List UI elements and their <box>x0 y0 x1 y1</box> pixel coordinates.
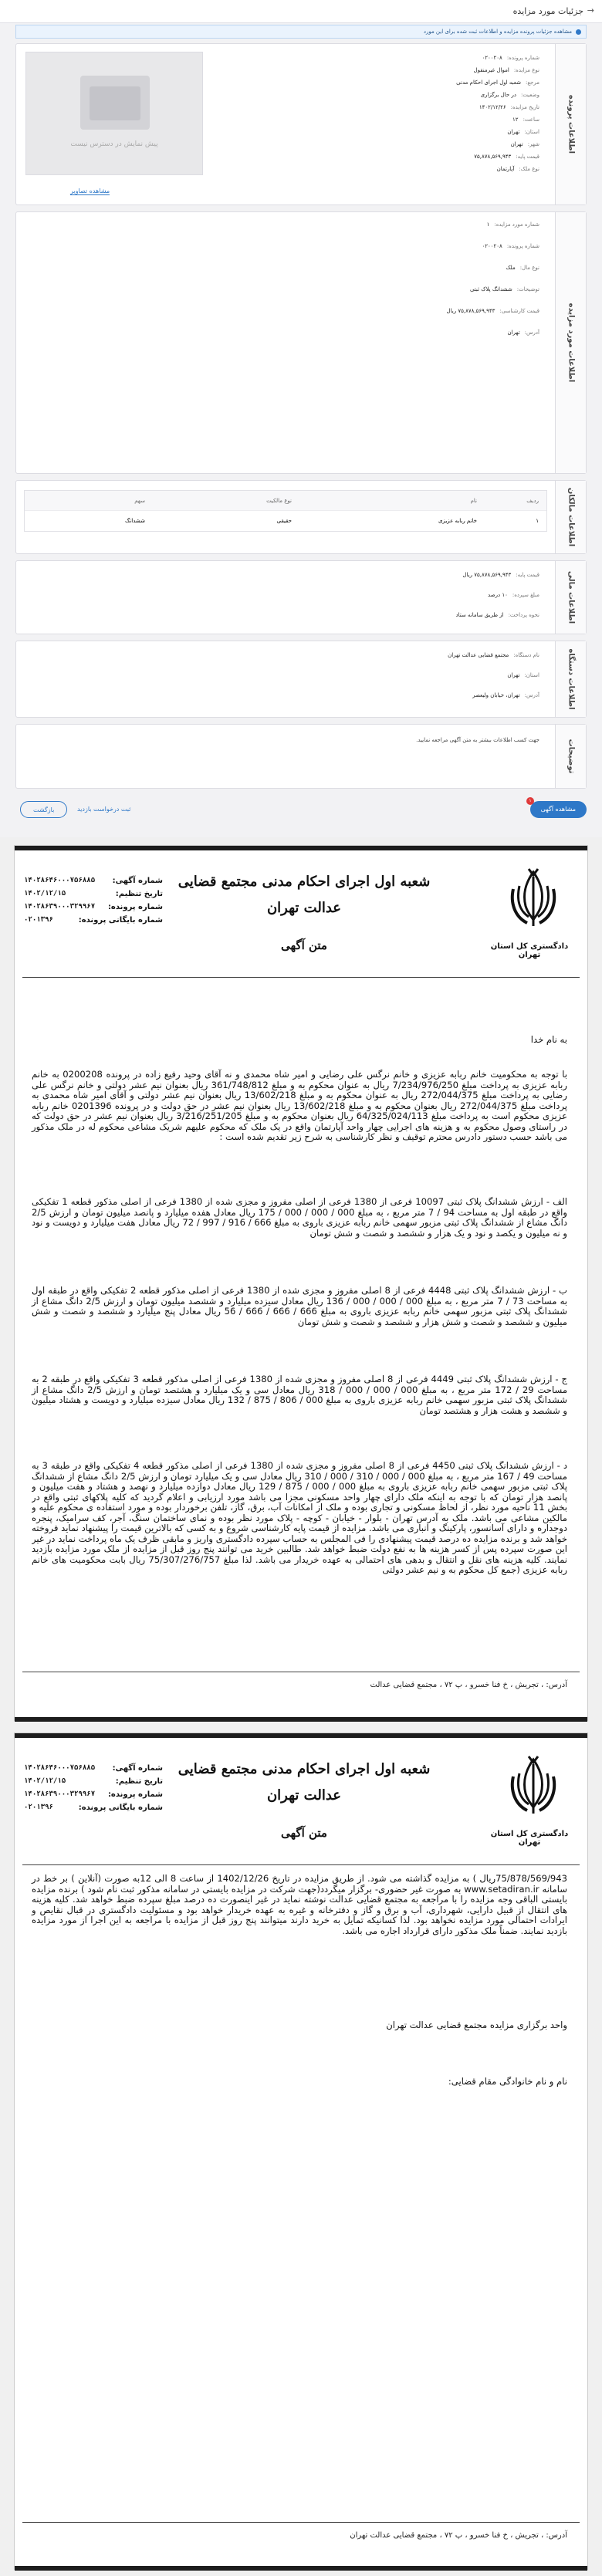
notes-card <box>15 724 587 789</box>
field: نوع مزایده:اموال غیرمنقول <box>473 67 539 73</box>
field: قیمت کارشناسی:۷۵,۸۷۸,۵۶۹,۹۴۳ ریال <box>446 308 539 314</box>
header-divider <box>22 1864 580 1865</box>
paragraph: 75/878/569/943ریال ) به مزایده گذاشته می شود. از طریق مزایده در تاریخ 1402/12/26 از ساعت 8 الی 12به صورت (آنلاین ) بر خط در سامانه www.setadiran.ir به صورت غیر حضوری- برگزار میگردد(جهت شرکت در مزایده بایستی در سامانه مذکور ثبت نام شود ) برنده مزایده بایستی الباقی وجه مزایده را با مراجعه به مجتمع قضایی عدالت نوشته نماید در غیر اینصورت ده درصد مبلغ سپرده ضبط خواهد شد. کلیه هزینه های انتقال از قبیل دارایی، شهرداری، آب و برق و گاز و دفترخانه و غیره به عهده خریدار خواهد بود و مسئولیت دادگستری در قبال نقایص و ایرادات احتمالی مورد مزایده نخواهد بود. لذا کسانیکه تمایل به خرید دارند میتوانند پنج روز قبل از مزایده با مراجعه به این اجرا از مورد مزایده بازدید نمایند. ضمناً ملک مذکور دارای قرارداد اجاره می باشد. <box>32 1873 567 1936</box>
paragraph: د - ارزش ششدانگ پلاک ثبتی 4450 فرعی از 8 اصلی مفروز و مجزی شده از 1380 فرعی از اصلی مذکور قطعه 4 تفکیکی واقع در طبقه 3 به مساحت 49 / 167 متر مربع ، به مبلغ 000 / 000 / 310 / 000 / 310 ریال معادل سی و یک میلیارد تومان و ارزش 2/5 دانگ مشاع از ششدانگ پلاک ثبتی مزبور سهمی خانم ربابه عزیزی باروی به مبلغ 000 / 000 / 875 / 129 ریال معادل دوازده میلیارد و نهصد و هشتاد و هفت میلیون و پانصد هزار تومان که با توجه به اینکه ملک دارای چهار واحد مسکونی مجزا می باشد مورد ارزیابی و اعلام گردید که کلیه پلاکهای ثبتی واقع در بخش 11 ناحیه مورد نظر، از لحاظ مسکونی و تجاری بوده و ملک از امکانات آب، برق، گاز، تلفن برخوردار بوده و مورد استفاده ی محکوم علیه و مالکین مشاعی می باشد. ملک به آدرس تهران - بلوار - خیابان - کوچه - پلاک مورد نظر بوده و نمای ساختمان سنگ، آجر، کف سرامیک، پنجره دوجداره و دارای آسانسور، پارکینگ و انباری می باشد. مزایده از قیمت پایه کارشناسی شروع و به کسی که بالاترین قیمت را پیشنهاد نماید فروخته خواهد شد و برنده مزایده ده درصد قیمت پیشنهادی را فی المجلس به حساب سپرده دادگستری واریز و مابقی ظرف یک ماه پرداخت نماید در غیر این صورت سپرده پس از کسر هزینه ها به نفع دولت ضبط خواهد شد. طالبین خرید می توانند پنج روز قبل از مزایده از ملک مورد مزایده بازدید نمایند. کلیه هزینه های نقل و انتقال و بدهی های احتمالی به عهده خریدار می باشد. لذا مبلغ 75/307/276/757 ریال بابت محکومیت های خانم ربابه عزیزی (جمع کل محکوم به و نیم عشر دولتی <box>32 1461 567 1575</box>
meta-row: شماره بایگانی پرونده: ۰۲۰۱۳۹۶ <box>24 916 163 925</box>
paragraph: با توجه به محکومیت خانم ربابه عزیزی و خانم نرگس علی رضایی و امیر شاه محمدی و نه آقای وحید رفیع زاده در پرونده 0200208 به خانم ربابه عزیزی به پرداخت مبلغ 7/234/976/250 ریال به عنوان محکوم به و مبلغ 361/748/812 ریال بعنوان نیم عشر دولتی و خانم نرگس علی رضایی به پرداخت مبلغ 272/044/375 ریال به عنوان محکوم به و مبلغ 13/602/218 ریال بعنوان نیم عشر دولتی و آقای امیر شاه محمدی به پرداخت مبلغ 272/044/375 ریال بعنوان محکوم به و مبلغ 13/602/218 ریال بعنوان نیم عشر در حق دولت و در پرونده 0201396 خانم ربابه عزیزی محکوم است به پرداخت مبلغ 64/325/024/113 ریال بعنوان محکوم به و مبلغ 3/216/251/205 ریال بعنوان نیم عشر در حق دولت که در راستای وصول محکوم به و هزینه های اجرایی چهار واحد آپارتمان واقع در یک ملک که محکوم علیهم شریک مشاعی محکوم له در ملک مذکور می باشد حسب دستور دادرس محترم توقیف و نظر کارشناسی به شرح زیر تقدیم شده است : <box>32 1069 567 1142</box>
field: نام دستگاه:مجتمع قضایی عدالت تهران <box>448 652 539 658</box>
document-title: متن آگهی <box>281 1826 327 1840</box>
field: مبلغ سپرده:۱۰ درصد <box>488 592 539 598</box>
field: آدرس:تهران، خیابان ولیعصر <box>472 692 539 698</box>
table-cell: حقیقی <box>276 518 292 524</box>
field: مرجع:شعبه اول اجرای احکام مدنی <box>456 79 539 86</box>
document-title: متن آگهی <box>281 938 327 952</box>
page-footer: آدرس: ، تجریش ، خ فنا خسرو ، پ ۷۲ ، مجتمع قضایی عدالت تهران <box>350 2531 567 2540</box>
column-header: سهم <box>134 498 145 504</box>
card-side-label: اطلاعات دستگاه <box>566 648 575 710</box>
page-top-band <box>15 1733 587 1738</box>
field: شهر:تهران <box>510 141 539 147</box>
card-side-label: توضیحات <box>566 739 575 774</box>
column-header: ردیف <box>526 498 539 504</box>
greeting: به نام خدا <box>530 1034 567 1045</box>
court-subtitle: عدالت تهران <box>266 1787 342 1804</box>
finance-card <box>15 560 587 634</box>
court-title: شعبه اول اجرای احکام مدنی مجتمع قضایی <box>178 874 431 890</box>
field: ساعت:۱۲ <box>512 117 539 123</box>
court-subtitle: عدالت تهران <box>266 900 342 916</box>
page-bottom-band <box>15 1717 587 1722</box>
field: شماره پرونده:۰۲۰۰۲۰۸ <box>482 55 539 61</box>
province-label: دادگستری کل استان تهران <box>490 942 569 959</box>
paragraph: ب - ارزش ششدانگ پلاک ثبتی 4448 فرعی از 8 اصلی مفروز و مجزی شده از 1380 فرعی از اصلی مذکور قطعه 2 تفکیکی واقع در طبقه اول به مساحت 73 / 7 متر مربع ، به مبلغ 000 / 000 / 000 / 136 ریال معادل سیزده میلیارد و ششصد میلیون تومان و ارزش 2/5 دانگ مشاع از ششدانگ پلاک ثبتی مزبور سهمی خانم ربابه عزیزی باروی به مبلغ 666 / 666 / 666 / 56 ریال معادل پنج میلیارد و ششصد و شصت و شش میلیون و ششصد و شصت و شش هزار و ششصد و شصت و شش تومان <box>32 1285 568 1327</box>
case-info-card <box>15 43 587 205</box>
meta-row: تاریخ تنظیم: ۱۴۰۲/۱۲/۱۵ <box>24 1777 163 1786</box>
view-notice-button[interactable]: مشاهده آگهی <box>530 801 587 818</box>
field: نحوه پرداخت:از طریق سامانه ستاد <box>455 612 539 618</box>
notice-meta <box>24 877 163 929</box>
column-header: نوع مالکیت <box>266 498 292 504</box>
meta-row: شماره پرونده: ۱۴۰۲۸۶۳۹۰۰۰۳۲۹۹۶۷ <box>24 903 163 911</box>
page-footer: آدرس: ، تجریش ، خ فنا خسرو ، پ ۷۲ ، مجتمع قضایی عدالت <box>370 1681 567 1689</box>
field: شماره پرونده:۰۲۰۰۲۰۸ <box>482 243 539 249</box>
table-row <box>25 511 546 531</box>
auction-details-screen <box>0 0 602 837</box>
card-side-label: اطلاعات پرونده <box>566 94 575 154</box>
paragraph: واحد برگزاری مزایده مجتمع قضایی عدالت تهران <box>386 2020 567 2030</box>
back-arrow-icon[interactable]: → <box>587 5 594 15</box>
card-side-label: اطلاعات مالی <box>566 570 575 624</box>
notes-text: جهت کسب اطلاعات بیشتر به متن آگهی مراجعه نمایید. <box>416 737 539 743</box>
paragraph: الف - ارزش ششدانگ پلاک ثبتی 10097 فرعی از 1380 فرعی از اصلی مفروز و مجزی شده از 1380 فرعی از اصلی مذکور قطعه 1 تفکیکی واقع در طبقه اول به مساحت 94 / 7 متر مربع ، به مبلغ 000 / 000 / 000 / 175 ریال معادل هفده میلیارد و پانصد میلیون تومان و ارزش 2/5 دانگ مشاع از ششدانگ پلاک ثبتی مزبور سهمی خانم ربابه عزیزی باروی به مبلغ 666 / 916 / 997 / 72 ریال معادل هفت میلیارد و دویست و نود و نه میلیون و یکصد و نود و یک هزار و ششصد و شصت و شش تومان <box>32 1196 567 1239</box>
info-notice <box>15 25 587 39</box>
card-side-label: اطلاعات مورد مزایده <box>566 303 575 383</box>
owners-table <box>24 490 547 532</box>
header-divider <box>22 977 580 978</box>
field: نوع مال:ملک <box>506 265 539 271</box>
field: نوع ملک:آپارتمان <box>496 166 539 172</box>
field: قیمت پایه:۷۵,۸۷۸,۵۶۹,۹۴۳ ریال <box>462 572 539 578</box>
meta-row: تاریخ تنظیم: ۱۴۰۲/۱۲/۱۵ <box>24 890 163 898</box>
notification-badge: ۱ <box>526 797 534 805</box>
table-header-row <box>25 491 546 511</box>
top-bar <box>0 0 602 23</box>
footer-divider <box>22 2522 580 2523</box>
iran-emblem-icon <box>502 866 564 935</box>
return-button[interactable]: بازگشت <box>20 801 67 818</box>
owners-card <box>15 480 587 554</box>
paragraph: ج - ارزش ششدانگ پلاک ثبتی 4449 فرعی از 8 اصلی مفروز و مجزی شده از 1380 فرعی از اصلی مذکور قطعه 3 تفکیکی واقع در طبقه 2 به مساحت 29 / 172 متر مربع ، به مبلغ 000 / 000 / 000 / 318 ریال معادل سی و یک میلیارد و هشتصد تومان و ارزش 2/5 دانگ مشاع از ششدانگ پلاک ثبتی مزبور سهمی خانم ربابه عزیزی باروی به مبلغ 000 / 806 / 875 / 132 ریال معادل سیزده میلیارد و دویست و هشتاد میلیون و ششصد و هشت هزار و هشتصد تومان <box>32 1374 568 1416</box>
show-images-link[interactable]: مشاهده تصاویر <box>70 188 110 194</box>
organization-card <box>15 641 587 718</box>
field: استان:تهران <box>507 129 539 135</box>
page-top-band <box>15 846 587 850</box>
province-label: دادگستری کل استان تهران <box>490 1830 569 1847</box>
column-header: نام <box>470 498 477 504</box>
field: توضیحات:ششدانگ پلاک ثبتی <box>469 286 539 292</box>
field: وضعیت:در حال برگزاری <box>480 92 539 98</box>
request-visit-link[interactable]: ثبت درخواست بازدید <box>77 806 131 813</box>
field: استان:تهران <box>507 672 539 678</box>
table-cell: ششدانگ <box>125 518 145 524</box>
field: شماره مورد مزایده:۱ <box>486 221 539 228</box>
field: قیمت پایه:۷۵,۸۷۸,۵۶۹,۹۴۳ <box>474 154 539 160</box>
iran-emblem-icon <box>502 1753 564 1823</box>
field: تاریخ مزایده:۱۴۰۲/۱۲/۲۶ <box>479 104 539 110</box>
table-cell: خانم ربابه عزیزی <box>438 518 477 524</box>
meta-row: شماره آگهی: ۱۴۰۲۸۶۴۶۰۰۰۷۵۶۸۸۵ <box>24 1764 163 1773</box>
meta-row: شماره بایگانی پرونده: ۰۲۰۱۳۹۶ <box>24 1804 163 1812</box>
image-placeholder[interactable] <box>25 52 203 175</box>
action-bar <box>15 795 587 826</box>
court-title: شعبه اول اجرای احکام مدنی مجتمع قضایی <box>178 1761 431 1777</box>
meta-row: شماره آگهی: ۱۴۰۲۸۶۴۶۰۰۰۷۵۶۸۸۵ <box>24 877 163 885</box>
notice-meta <box>24 1764 163 1817</box>
field: آدرس:تهران <box>507 330 539 336</box>
meta-row: شماره پرونده: ۱۴۰۲۸۶۳۹۰۰۰۳۲۹۹۶۷ <box>24 1790 163 1799</box>
gavel-placeholder-icon <box>80 76 150 130</box>
notice-page-2 <box>14 1733 588 2570</box>
auction-item-card <box>15 211 587 474</box>
notice-page-1 <box>14 845 588 1721</box>
info-icon <box>576 29 581 35</box>
page-title: جزئیات مورد مزایده <box>512 6 583 16</box>
page-bottom-band <box>15 2566 587 2571</box>
signature-label: نام و نام خانوادگی مقام قضایی: <box>448 2076 567 2087</box>
table-cell: ۱ <box>536 518 539 524</box>
notice-text: مشاهده جزئیات پرونده مزایده و اطلاعات ثبت شده برای این مورد <box>423 29 572 35</box>
image-caption: پیش نمایش در دسترس نیست <box>70 140 158 148</box>
card-side-label: اطلاعات مالکان <box>566 487 575 547</box>
